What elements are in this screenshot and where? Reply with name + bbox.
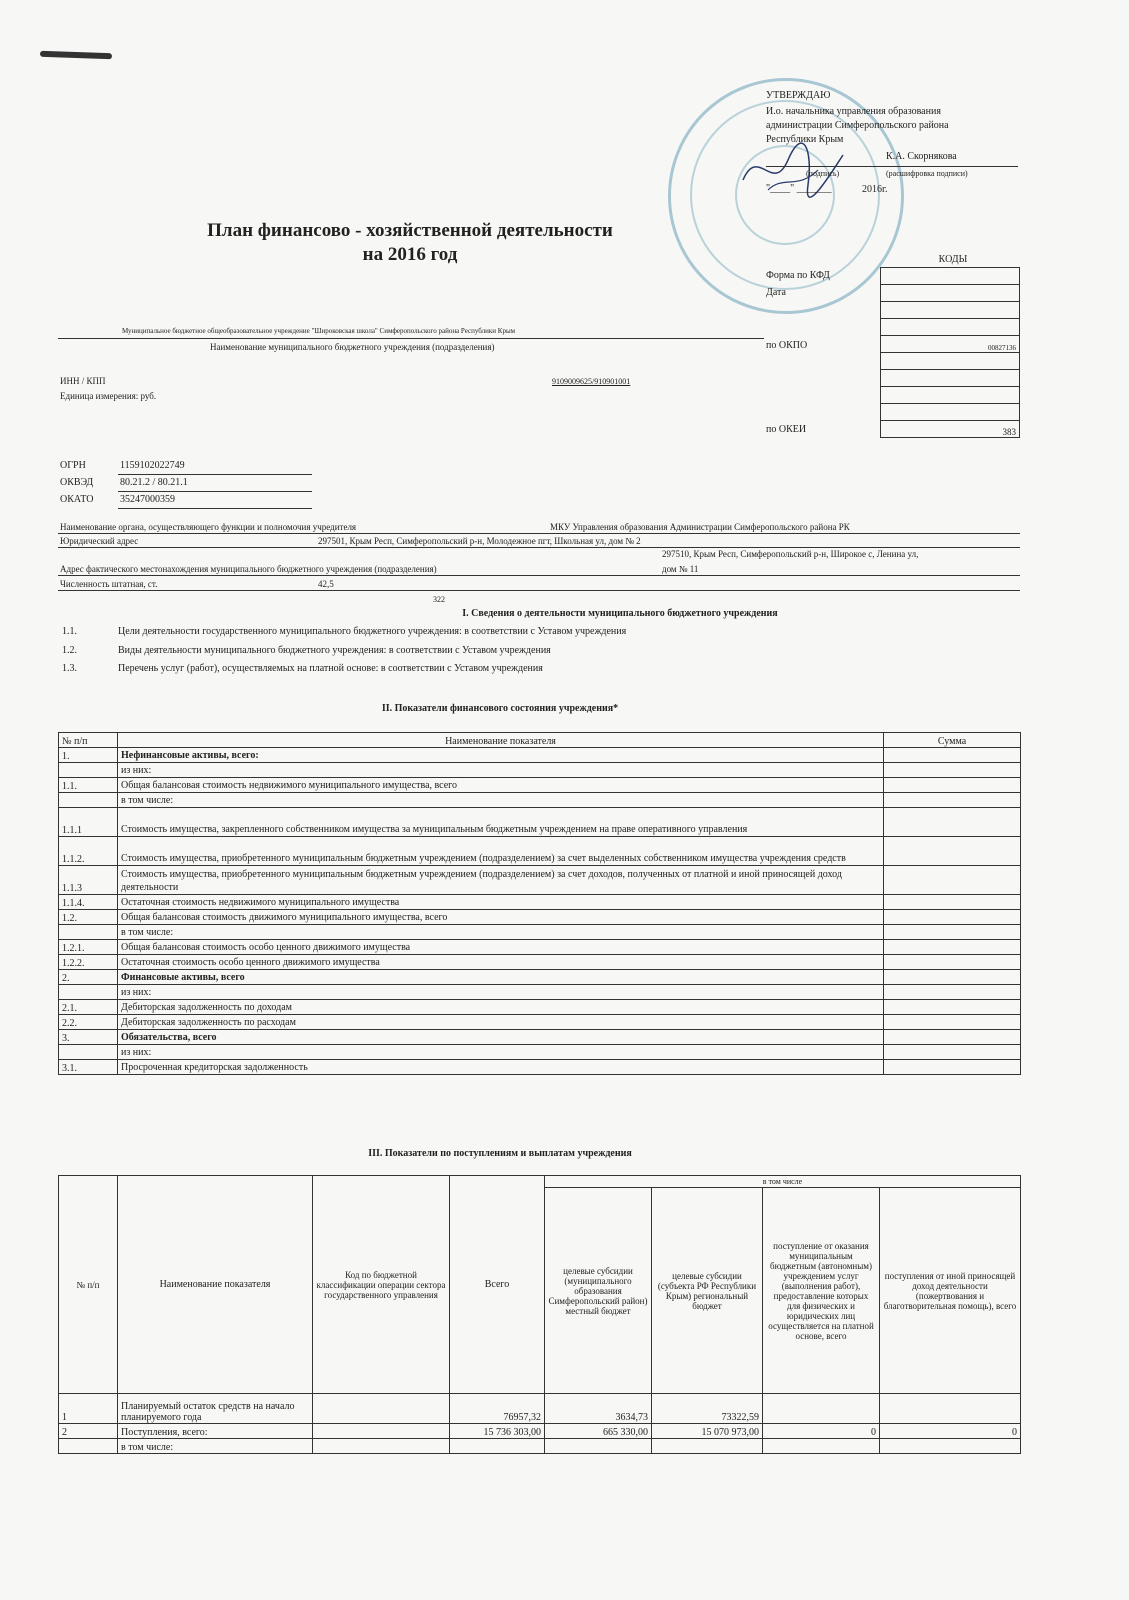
actual-address-value-1: 297510, Крым Респ, Симферопольский р-н, Широкое с, Ленина ул, [662,549,919,559]
row-sum [884,940,1021,955]
s3-cell-code [313,1394,450,1424]
s3-cell-total: 15 736 303,00 [450,1424,545,1439]
approval-date-prefix: "____" _______ [766,183,832,194]
table-row [59,1045,1021,1060]
row-sum [884,763,1021,778]
signature-caption: (подпись) [806,169,840,178]
forma-kfd-label: Форма по КФД [766,270,830,281]
table-row [59,808,1021,837]
section1-num-1: 1.1. [62,626,77,637]
row-name: в том числе: [118,925,884,940]
ogrn-value: 1159102022749 [120,460,185,471]
row-num: 1.1. [59,778,118,793]
row-sum [884,778,1021,793]
section1-num-2: 1.2. [62,645,77,656]
row-num [59,985,118,1000]
row-name: из них: [118,1045,884,1060]
row-num [59,793,118,808]
okpo-value: 00827136 [881,336,1020,353]
staff-number: 322 [433,595,445,604]
row-name: Общая балансовая стоимость движимого муниципального имущества, всего [118,910,884,925]
row-sum [884,1000,1021,1015]
row-sum [884,1045,1021,1060]
actual-address-value-2: дом № 11 [662,564,699,574]
row-name: Остаточная стоимость особо ценного движимого имущества [118,955,884,970]
row-name: Стоимость имущества, приобретенного муниципальным бюджетным учреждением (подразделением) за счет доходов, полученных от платной и иной приносящей доход деятельности [118,866,884,895]
row-num: 1. [59,748,118,763]
financial-state-table [58,732,1021,1075]
okato-label: ОКАТО [60,494,94,505]
row-sum [884,955,1021,970]
s3-cell-c4 [880,1394,1021,1424]
section1-text-2: Виды деятельности муниципального бюджетного учреждения: в соответствии с Уставом учреждения [118,645,551,656]
s3-cell-num [59,1439,118,1454]
col-num-header: № п/п [59,733,118,748]
staff-value: 42,5 [318,579,334,589]
row-sum [884,808,1021,837]
table-row [59,748,1021,763]
table-row [59,1394,1021,1424]
col-sum-header: Сумма [884,733,1021,748]
s3-c2-header: целевые субсидии (субъекта РФ Республики Крым) региональный бюджет [652,1188,763,1394]
unit-label: Единица измерения: руб. [60,391,157,401]
section1-title: I. Сведения о деятельности муниципального бюджетного учреждения [462,608,778,619]
s3-cell-num: 1 [59,1394,118,1424]
table-row [59,895,1021,910]
row-sum [884,985,1021,1000]
s3-num-header: № п/п [59,1176,118,1394]
s3-cell-c4 [880,1439,1021,1454]
s3-incl-header: в том числе [545,1176,1021,1188]
table-row [59,910,1021,925]
scan-smudge [40,51,112,60]
s3-name-header: Наименование показателя [118,1176,313,1394]
table-row [59,837,1021,866]
s3-cell-total: 76957,32 [450,1394,545,1424]
s3-cell-c2: 73322,59 [652,1394,763,1424]
row-num: 2.2. [59,1015,118,1030]
table-row [59,955,1021,970]
row-name: Просроченная кредиторская задолженность [118,1060,884,1075]
row-sum [884,895,1021,910]
row-num: 1.2.1. [59,940,118,955]
okved-label: ОКВЭД [60,477,94,488]
s3-c4-header: поступления от иной приносящей доход деятельности (пожертвования и благотворительная помощь), всего [880,1188,1021,1394]
row-num: 1.2.2. [59,955,118,970]
table-row [59,866,1021,895]
row-sum [884,793,1021,808]
s3-cell-c3 [763,1394,880,1424]
row-sum [884,837,1021,866]
decoding-caption: (расшифровка подписи) [886,169,968,178]
table-row [59,1060,1021,1075]
row-sum [884,970,1021,985]
row-name: из них: [118,763,884,778]
row-name: Обязательства, всего [118,1030,884,1045]
table-row [59,985,1021,1000]
table-row [59,1015,1021,1030]
section1-text-1: Цели деятельности государственного муниципального бюджетного учреждения: в соответствии с Уставом учреждения [118,626,627,637]
date-label: Дата [766,287,786,298]
table-row [59,1424,1021,1439]
s3-cell-c1: 3634,73 [545,1394,652,1424]
okei-value: 383 [881,421,1020,438]
okato-value: 35247000359 [120,494,175,505]
founder-label: Наименование органа, осуществляющего функции и полномочия учредителя [60,522,357,532]
row-num [59,1045,118,1060]
table-row [59,778,1021,793]
table-row [59,1000,1021,1015]
institution-name: Муниципальное бюджетное общеобразовательное учреждение "Широковская школа" Симферопольского района Республики Крым [122,327,516,335]
section2-title: II. Показатели финансового состояния учреждения* [381,703,619,714]
s3-cell-c2 [652,1439,763,1454]
row-num: 1.1.2. [59,837,118,866]
s3-cell-name: Поступления, всего: [118,1424,313,1439]
approval-line-2: администрации Симферопольского района [766,120,949,131]
s3-cell-c3 [763,1439,880,1454]
row-sum [884,1060,1021,1075]
row-name: Дебиторская задолженность по доходам [118,1000,884,1015]
codes-header: КОДЫ [938,254,968,265]
codes-table [880,267,1020,438]
section3-title: III. Показатели по поступлениям и выплатам учреждения [368,1148,632,1159]
row-sum [884,1015,1021,1030]
section1-text-3: Перечень услуг (работ), осуществляемых на платной основе: в соответствии с Уставом учреждения [118,663,543,674]
okpo-label: по ОКПО [766,340,808,351]
row-name: Стоимость имущества, приобретенного муниципальным бюджетным учреждением (подразделением) за счет выделенных собственником имущества учреждения средств [118,837,884,866]
row-num: 1.2. [59,910,118,925]
s3-cell-name: в том числе: [118,1439,313,1454]
row-name: Финансовые активы, всего [118,970,884,985]
legal-address-label: Юридический адрес [60,536,139,546]
institution-caption: Наименование муниципального бюджетного учреждения (подразделения) [210,342,495,352]
s3-cell-code [313,1439,450,1454]
col-name-header: Наименование показателя [118,733,884,748]
row-name: Остаточная стоимость недвижимого муниципального имущества [118,895,884,910]
s3-total-header: Всего [450,1176,545,1394]
s3-cell-c3: 0 [763,1424,880,1439]
row-num: 2. [59,970,118,985]
s3-cell-total [450,1439,545,1454]
row-num [59,763,118,778]
s3-cell-name: Планируемый остаток средств на начало планируемого года [118,1394,313,1424]
s3-c3-header: поступление от оказания муниципальным бюджетным (автономным) учреждением услуг (выполнения работ), предоставление которых для физических и юридических лиц осуществляется на платной основе, всего [763,1188,880,1394]
row-name: Общая балансовая стоимость особо ценного движимого имущества [118,940,884,955]
row-name: Общая балансовая стоимость недвижимого муниципального имущества, всего [118,778,884,793]
actual-address-label: Адрес фактического местонахождения муниципального бюджетного учреждения (подразделения) [60,564,437,574]
row-num: 2.1. [59,1000,118,1015]
row-sum [884,925,1021,940]
row-num: 3. [59,1030,118,1045]
staff-label: Численность штатная, ст. [60,579,158,589]
approval-line-3: Республики Крым [766,134,844,145]
approval-year: 2016г. [862,184,888,195]
okei-label: по ОКЕИ [766,424,807,435]
approval-line-1: И.о. начальника управления образования [766,106,941,117]
row-num: 3.1. [59,1060,118,1075]
document-year: на 2016 год [362,244,458,265]
row-num: 1.1.3 [59,866,118,895]
s3-cell-num: 2 [59,1424,118,1439]
row-num [59,925,118,940]
s3-cell-c2: 15 070 973,00 [652,1424,763,1439]
table-row [59,763,1021,778]
row-name: в том числе: [118,793,884,808]
approval-signer: К.А. Скорнякова [886,151,957,162]
row-sum [884,910,1021,925]
okved-value: 80.21.2 / 80.21.1 [120,477,188,488]
section1-num-3: 1.3. [62,663,77,674]
ogrn-label: ОГРН [60,460,86,471]
table-row [59,970,1021,985]
row-name: Дебиторская задолженность по расходам [118,1015,884,1030]
table-row [59,940,1021,955]
s3-c1-header: целевые субсидии (муниципального образования Симферопольский район) местный бюджет [545,1188,652,1394]
table-row [59,793,1021,808]
row-num: 1.1.1 [59,808,118,837]
row-sum [884,748,1021,763]
founder-value: МКУ Управления образования Администрации Симферопольского района РК [550,522,850,532]
row-name: Нефинансовые активы, всего: [118,748,884,763]
s3-cell-c1 [545,1439,652,1454]
row-name: из них: [118,985,884,1000]
s3-cell-code [313,1424,450,1439]
inn-label: ИНН / КПП [60,376,106,386]
document-title: План финансово - хозяйственной деятельности [207,220,613,241]
receipts-payments-table [58,1175,1021,1454]
row-sum [884,1030,1021,1045]
row-num: 1.1.4. [59,895,118,910]
s3-cell-c4: 0 [880,1424,1021,1439]
row-sum [884,866,1021,895]
table-row [59,925,1021,940]
inn-value: 9109009625/910901001 [552,377,631,386]
row-name: Стоимость имущества, закрепленного собственником имущества за муниципальным бюджетным учреждением на праве оперативного управления [118,808,884,837]
s3-cell-c1: 665 330,00 [545,1424,652,1439]
legal-address-value: 297501, Крым Респ, Симферопольский р-н, Молодежное пгт, Школьная ул, дом № 2 [318,536,641,546]
table-row [59,1439,1021,1454]
s3-code-header: Код по бюджетной классификации операции сектора государственного управления [313,1176,450,1394]
table-row [59,1030,1021,1045]
approval-header: УТВЕРЖДАЮ [766,90,831,101]
